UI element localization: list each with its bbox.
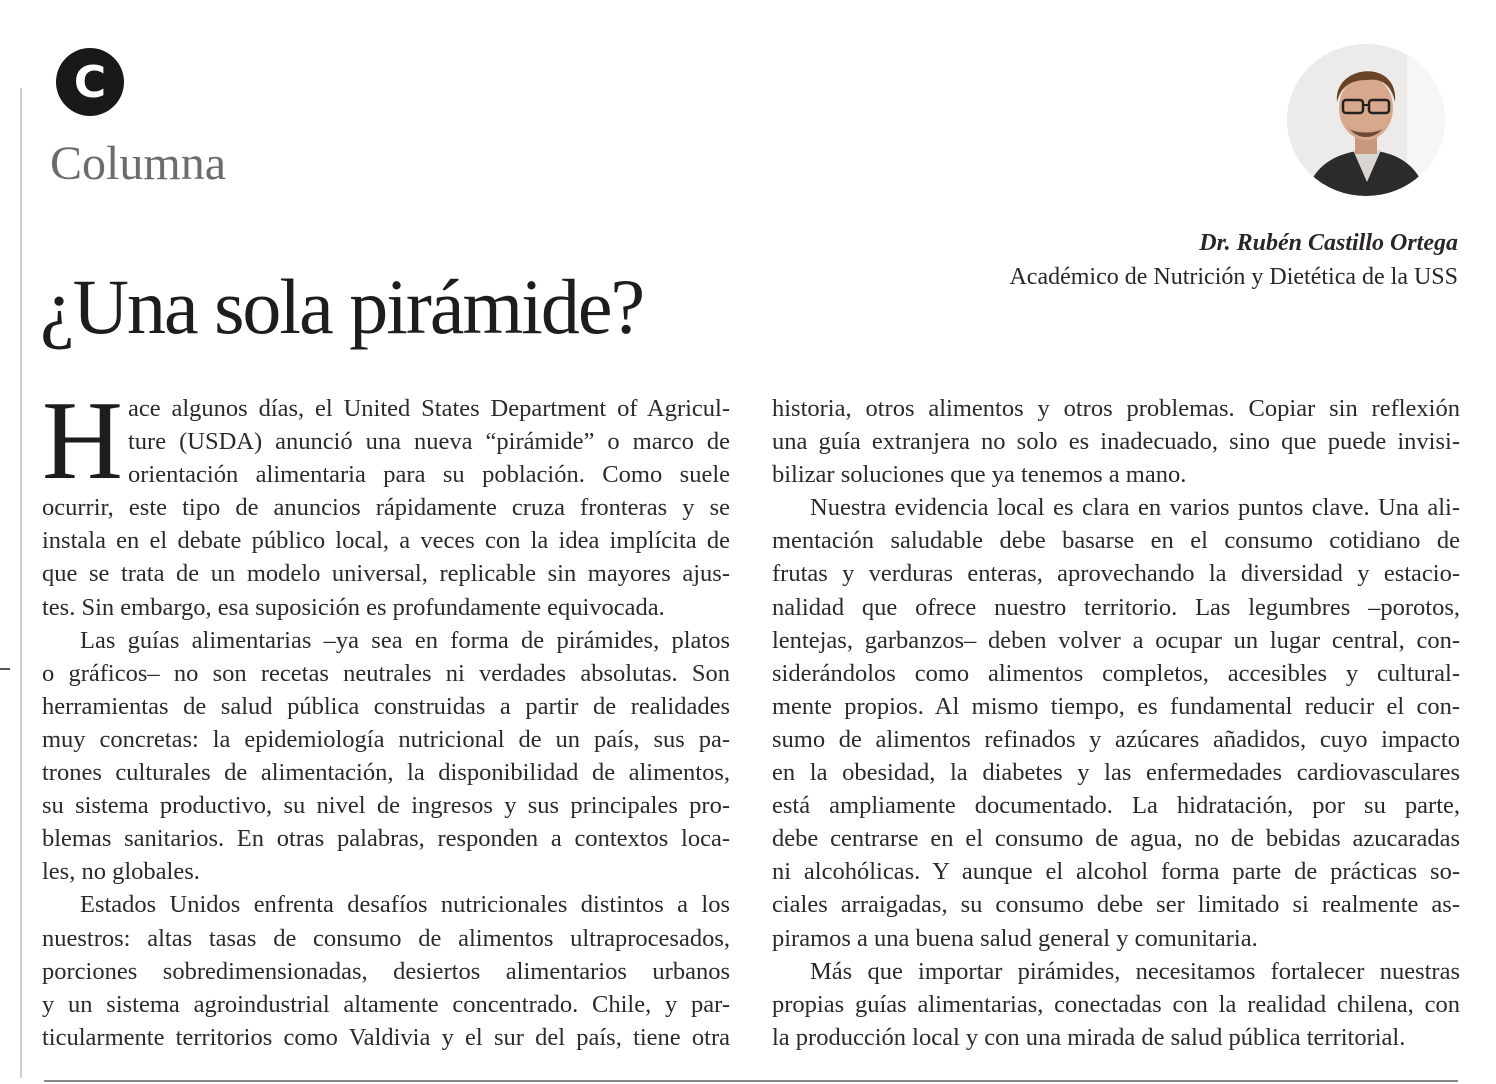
author-photo [1287, 44, 1445, 196]
article-line: propias guías alimentarias, conectadas con la realidad chilena, con [772, 990, 1460, 1018]
article-line: tes. Sin embargo, esa suposición es profundamente equivocada. [42, 593, 665, 621]
author-name: Dr. Rubén Castillo Ortega [1199, 230, 1458, 256]
author-title: Académico de Nutrición y Dietética de la USS [1009, 264, 1458, 290]
author-portrait-icon [1287, 44, 1445, 196]
article-line: que se trata de un modelo universal, replicable sin mayores ajus- [42, 560, 730, 588]
article-line: en la obesidad, la diabetes y las enfermedades cardiovasculares [772, 759, 1460, 787]
drop-cap-block [42, 379, 730, 503]
article-line: frutas y verduras enteras, aprovechando la diversidad y estacio- [772, 560, 1460, 588]
article-line: sumo de alimentos refinados y azúcares añadidos, cuyo impacto [772, 725, 1460, 753]
article-line: porciones sobredimensionadas, desiertos alimentarios urbanos [42, 957, 730, 985]
article-line: nalidad que ofrece nuestro territorio. Las legumbres –porotos, [772, 593, 1460, 621]
article-line: una guía extranjera no solo es inadecuado, sino que puede invisi- [772, 428, 1460, 456]
article-line: instala en el debate público local, a veces con la idea implícita de [42, 527, 730, 555]
article-line: ocurrir, este tipo de anuncios rápidamente cruza fronteras y se [42, 494, 730, 522]
article-line: mentación saludable debe basarse en el consumo cotidiano de [772, 527, 1460, 555]
article-line: ni alcohólicas. Y aunque el alcohol forma parte de prácticas so- [772, 858, 1460, 886]
article-line: o gráficos– no son recetas neutrales ni verdades absolutas. Son [42, 659, 730, 687]
author-byline [1009, 226, 1458, 294]
article-line: su sistema productivo, su nivel de ingresos y sus principales pro- [42, 792, 730, 820]
article-line: nuestros: altas tasas de consumo de alimentos ultraprocesados, [42, 924, 730, 952]
article-line: ace algunos días, el United States Department of Agricul- [128, 395, 730, 422]
section-label: Columna [50, 137, 226, 190]
article-column-right [772, 392, 1460, 1054]
drop-cap: H [42, 379, 123, 503]
article-line: trones culturales de alimentación, la disponibilidad de alimentos, [42, 759, 730, 787]
article-line: la producción local y con una mirada de salud pública territorial. [772, 1023, 1406, 1051]
article-line: mente propios. Al mismo tiempo, es fundamental reducir el con- [772, 692, 1460, 720]
left-margin-rule [20, 88, 22, 1078]
article-line: ticularmente territorios como Valdivia y el sur del país, tiene otra [42, 1023, 730, 1051]
edge-tick-mark [0, 668, 10, 670]
article-column-left [42, 379, 730, 1054]
article-line: Más que importar pirámides, necesitamos fortalecer nuestras [810, 957, 1460, 985]
article-line: muy concretas: la epidemiología nutricional de un país, sus pa- [42, 725, 730, 753]
article-line: piramos a una buena salud general y comunitaria. [772, 924, 1258, 952]
bottom-rule [44, 1080, 1458, 1082]
article-line: Nuestra evidencia local es clara en varios puntos clave. Una ali- [810, 494, 1460, 522]
article-line: les, no globales. [42, 858, 200, 886]
headline: ¿Una sola pirámide? [40, 263, 644, 350]
article-line: siderándolos como alimentos completos, accesibles y cultural- [772, 659, 1460, 687]
article-line: lentejas, garbanzos– deben volver a ocupar un lugar central, con- [772, 626, 1460, 654]
section-badge-letter: C [73, 56, 107, 108]
article-line: ciales arraigadas, su consumo debe ser limitado si realmente as- [772, 891, 1460, 919]
article-line: ture (USDA) anunció una nueva “pirámide” o marco de [128, 428, 730, 456]
article-line: debe centrarse en el consumo de agua, no de bebidas azucaradas [772, 825, 1460, 853]
article-line: orientación alimentaria para su población. Como suele [128, 461, 730, 489]
article-line: y un sistema agroindustrial altamente concentrado. Chile, y par- [42, 990, 730, 1018]
article-line: está ampliamente documentado. La hidratación, por su parte, [772, 792, 1460, 820]
article-line: Las guías alimentarias –ya sea en forma de pirámides, platos [80, 626, 730, 654]
article-line: historia, otros alimentos y otros problemas. Copiar sin reflexión [772, 395, 1460, 422]
article-line: Estados Unidos enfrenta desafíos nutricionales distintos a los [80, 891, 730, 919]
article-line: bilizar soluciones que ya tenemos a mano. [772, 461, 1187, 489]
article-line: blemas sanitarios. En otras palabras, responden a contextos loca- [42, 825, 730, 853]
article-line: herramientas de salud pública construidas a partir de realidades [42, 692, 730, 720]
section-badge [56, 48, 124, 116]
